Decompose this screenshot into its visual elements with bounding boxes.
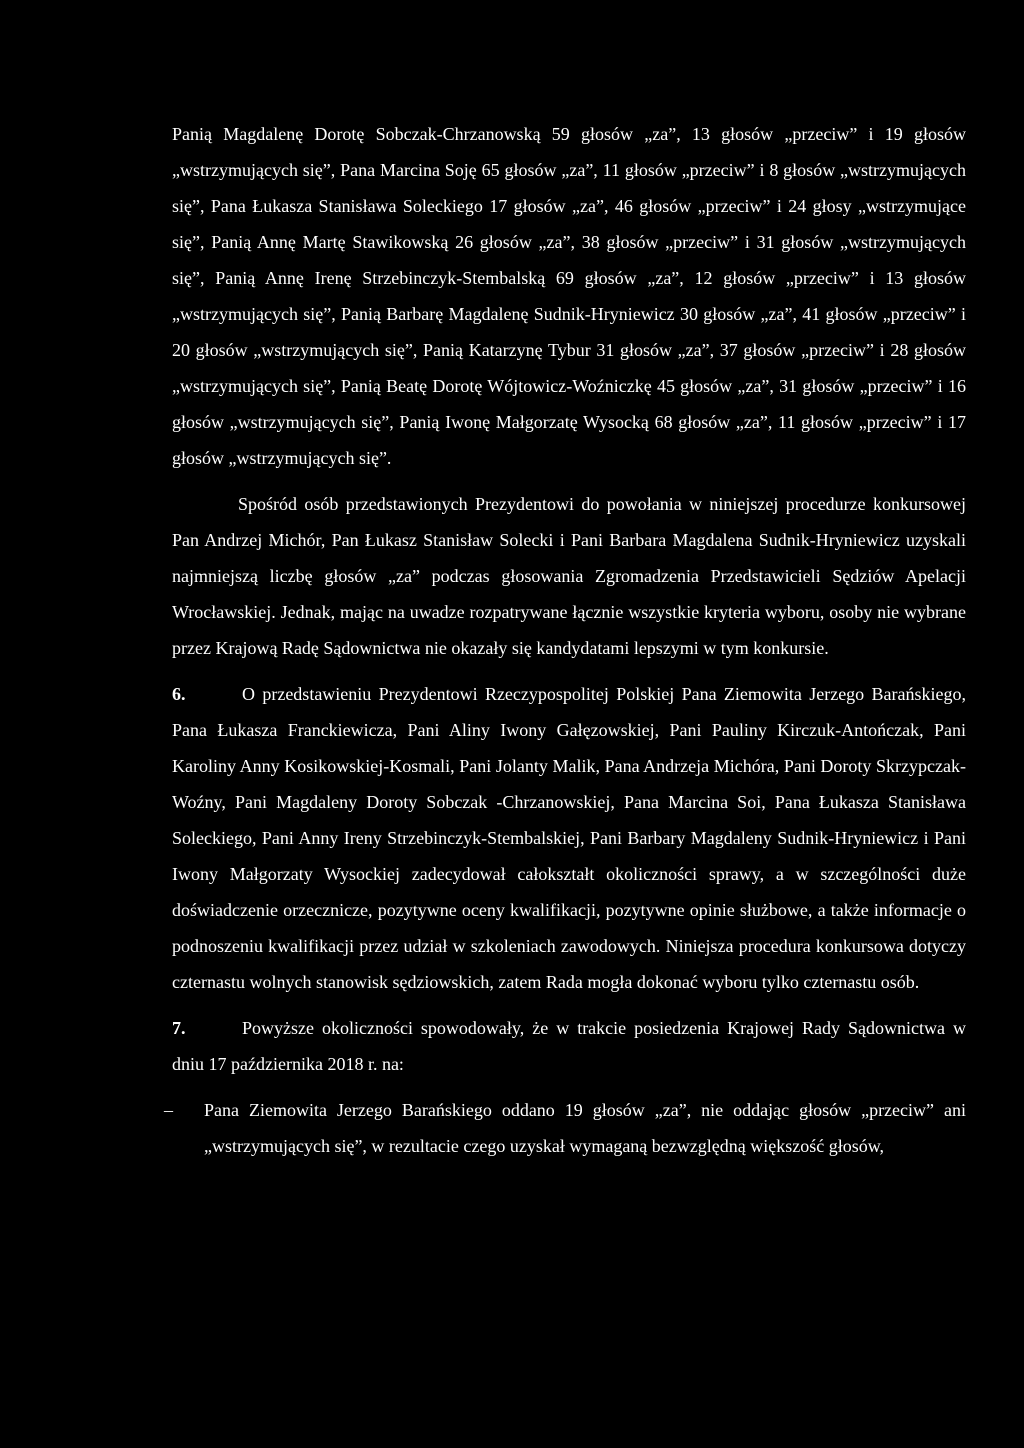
paragraph-vote-results: Panią Magdalenę Dorotę Sobczak-Chrzanowską 59 głosów „za”, 13 głosów „przeciw” i 19 głosów „wstrzymujących się”, Pana Marcina Soję 65 głosów „za”, 11 głosów „przeciw” i 8 głosów „wstrzymujących się”, Pana Łukasza Stanisława Soleckiego 17 głosów „za”, 46 głosów „przeciw” i 24 głosy „wstrzymujące się”, Panią Annę Martę Stawikowską 26 głosów „za”, 38 głosów „przeciw” i 31 głosów „wstrzymujących się”, Panią Annę Irenę Strzebinczyk-Stembalską 69 głosów „za”, 12 głosów „przeciw” i 13 głosów „wstrzymujących się”, Panią Barbarę Magdalenę Sudnik-Hryniewicz 30 głosów „za”, 41 głosów „przeciw” i 20 głosów „wstrzymujących się”, Panią Katarzynę Tybur 31 głosów „za”, 37 głosów „przeciw” i 28 głosów „wstrzymujących się”, Panią Beatę Dorotę Wójtowicz-Woźniczkę 45 głosów „za”, 31 głosów „przeciw” i 16 głosów „wstrzymujących się”, Panią Iwonę Małgorzatę Wysocką 68 głosów „za”, 11 głosów „przeciw” i 17 głosów „wstrzymujących się”. <box>172 124 966 468</box>
section-6-number: 6. <box>172 684 186 704</box>
section-7-text: Powyższe okoliczności spowodowały, że w trakcie posiedzenia Krajowej Rady Sądownictwa w dniu 17 października 2018 r. na: <box>172 1018 966 1074</box>
paragraph-lowest-votes: Spośród osób przedstawionych Prezydentowi do powołania w niniejszej procedurze konkursowej Pan Andrzej Michór, Pan Łukasz Stanisław Solecki i Pani Barbara Magdalena Sudnik-Hryniewicz uzyskali najmniejszą liczbę głosów „za” podczas głosowania Zgromadzenia Przedstawicieli Sędziów Apelacji Wrocławskiej. Jednak, mając na uwadze rozpatrywane łącznie wszystkie kryteria wyboru, osoby nie wybrane przez Krajową Radę Sądownictwa nie okazały się kandydatami lepszymi w tym konkursie. <box>172 494 966 658</box>
section-7-number: 7. <box>172 1018 186 1038</box>
section-6-text: O przedstawieniu Prezydentowi Rzeczypospolitej Polskiej Pana Ziemowita Jerzego Barańskiego, Pana Łukasza Franckiewicza, Pani Aliny Iwony Gałęzowskiej, Pani Pauliny Kirczuk-Antończak, Pani Karoliny Anny Kosikowskiej-Kosmali, Pani Jolanty Malik, Pana Andrzeja Michóra, Pani Doroty Skrzypczak-Woźny, Pani Magdaleny Doroty Sobczak -Chrzanowskiej, Pana Marcina Soi, Pana Łukasza Stanisława Soleckiego, Pani Anny Ireny Strzebinczyk-Stembalskiej, Pani Barbary Magdaleny Sudnik-Hryniewicz i Pani Iwony Małgorzaty Wysockiej zadecydował całokształt okoliczności sprawy, a w szczególności duże doświadczenie orzecznicze, pozytywne oceny kwalifikacji, pozytywne opinie służbowe, a także informacje o podnoszeniu kwalifikacji przez udział w szkoleniach zawodowych. Niniejsza procedura konkursowa dotyczy czternastu wolnych stanowisk sędziowskich, zatem Rada mogła dokonać wyboru tylko czternastu osób. <box>172 684 966 992</box>
section-7 <box>172 1010 966 1082</box>
list-item <box>164 1092 966 1164</box>
section-6 <box>172 676 966 1000</box>
document-body <box>164 116 966 1164</box>
list-item-dash: – <box>164 1100 173 1120</box>
list-item-text: Pana Ziemowita Jerzego Barańskiego oddano 19 głosów „za”, nie oddając głosów „przeciw” ani „wstrzymujących się”, w rezultacie czego uzyskał wymaganą bezwzględną większość głosów, <box>204 1100 966 1156</box>
